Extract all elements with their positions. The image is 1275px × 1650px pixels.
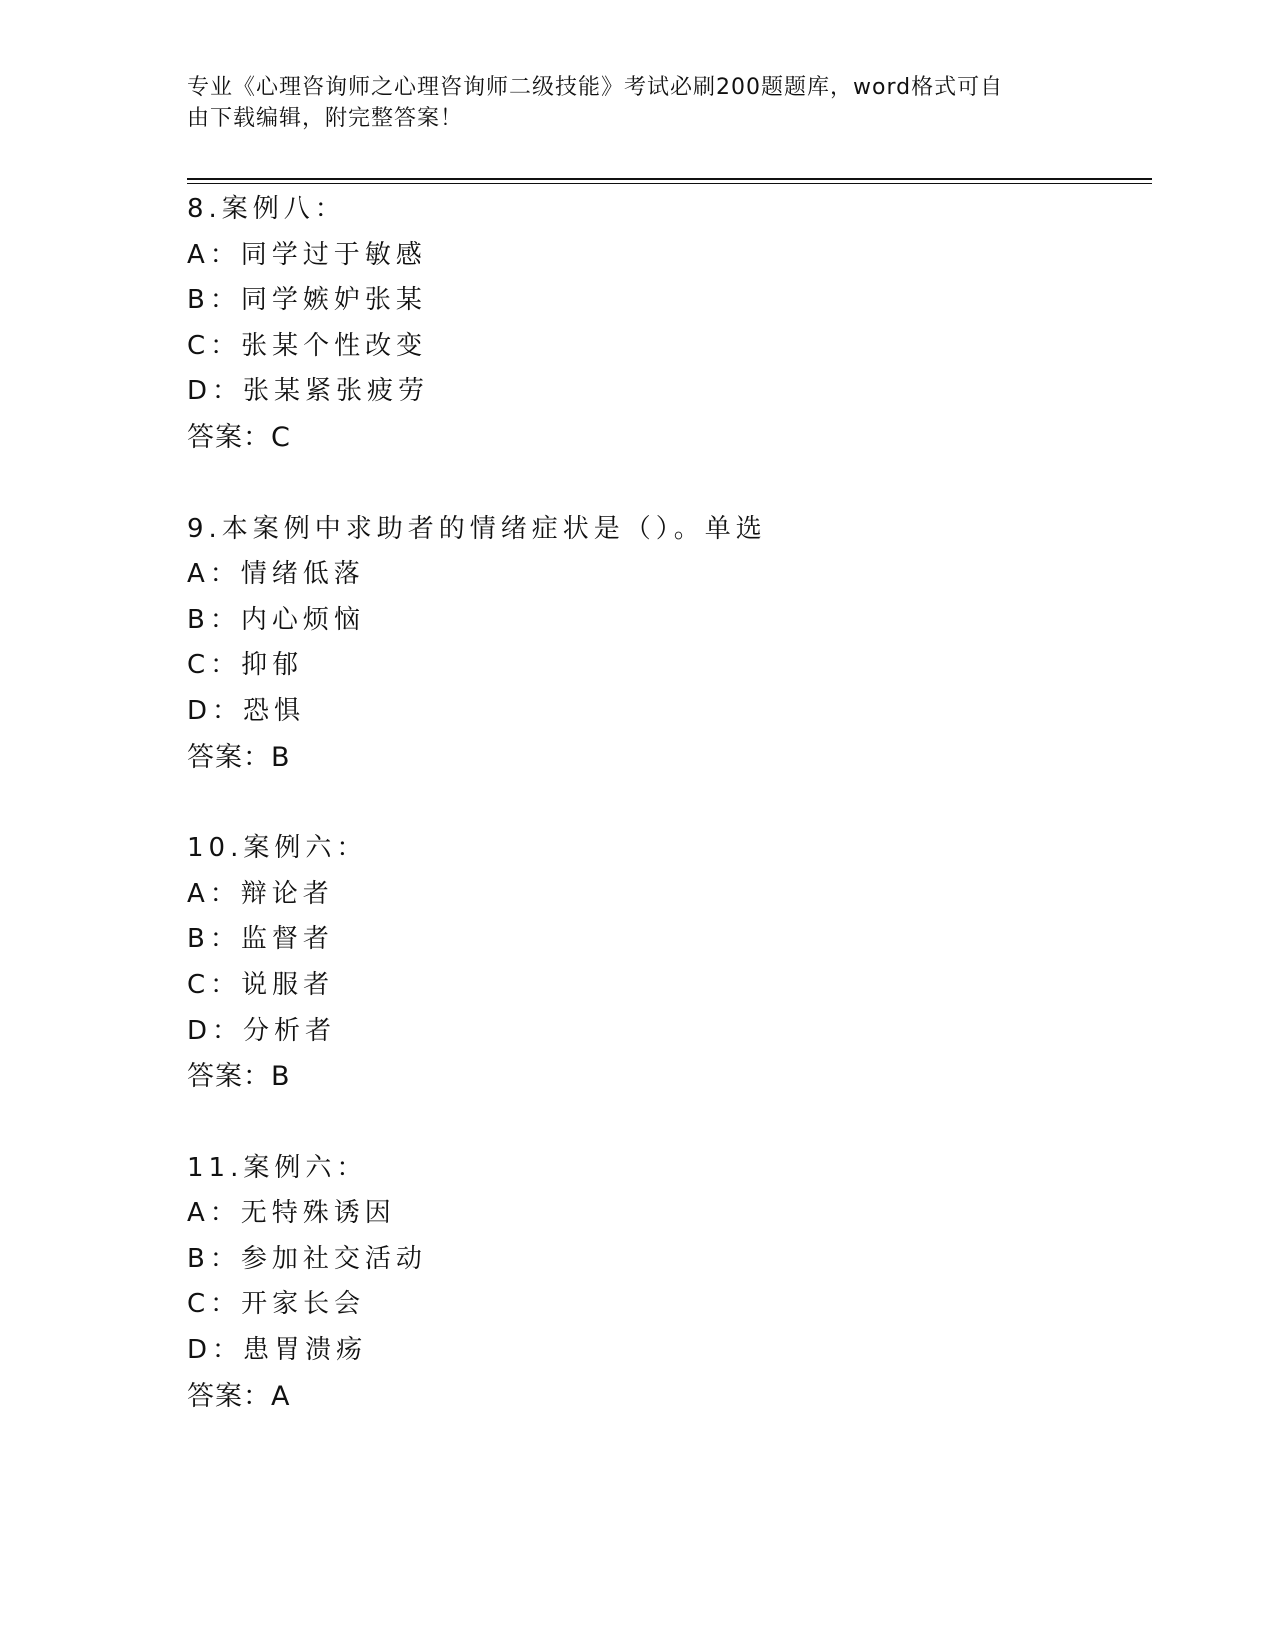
option-c: C：张某个性改变 bbox=[187, 330, 428, 361]
header-divider-thin bbox=[187, 183, 1152, 184]
question-11 bbox=[187, 1146, 1147, 1420]
option-d: D：分析者 bbox=[187, 1015, 337, 1046]
option-b: B：内心烦恼 bbox=[187, 604, 365, 635]
question-stem: 11.案例六： bbox=[187, 1152, 368, 1183]
option-d: D：患胃溃疡 bbox=[187, 1335, 368, 1366]
header-divider-thick bbox=[187, 178, 1152, 180]
question-stem: 8.案例八： bbox=[187, 194, 346, 224]
option-a: A：辩论者 bbox=[187, 878, 334, 909]
answer: 答案：C bbox=[187, 421, 291, 453]
answer: 答案：A bbox=[187, 1380, 291, 1412]
option-c: C：说服者 bbox=[187, 969, 335, 1000]
question-10 bbox=[187, 826, 1147, 1100]
option-a: A：情绪低落 bbox=[187, 559, 365, 590]
option-d: D：张某紧张疲劳 bbox=[187, 376, 430, 407]
option-a: A：同学过于敏感 bbox=[187, 239, 427, 270]
question-8 bbox=[187, 187, 1147, 461]
option-b: B：监督者 bbox=[187, 924, 334, 955]
option-a: A：无特殊诱因 bbox=[187, 1198, 396, 1229]
header-line-2: 由下载编辑，附完整答案！ bbox=[187, 106, 464, 131]
question-list bbox=[187, 187, 1147, 1465]
answer: 答案：B bbox=[187, 1061, 291, 1093]
option-c: C：抑郁 bbox=[187, 650, 304, 681]
question-stem: 9.本案例中求助者的情绪症状是（）。单选 bbox=[187, 513, 767, 544]
question-stem: 10.案例六： bbox=[187, 833, 368, 864]
option-d: D：恐惧 bbox=[187, 695, 306, 726]
document-header bbox=[187, 72, 1067, 134]
answer: 答案：B bbox=[187, 741, 291, 773]
option-c: C：开家长会 bbox=[187, 1289, 366, 1320]
header-line-1: 专业《心理咨询师之心理咨询师二级技能》考试必刷200题题库，word格式可自 bbox=[187, 75, 1004, 100]
question-9 bbox=[187, 507, 1147, 781]
option-b: B：同学嫉妒张某 bbox=[187, 285, 427, 316]
option-b: B：参加社交活动 bbox=[187, 1243, 427, 1274]
